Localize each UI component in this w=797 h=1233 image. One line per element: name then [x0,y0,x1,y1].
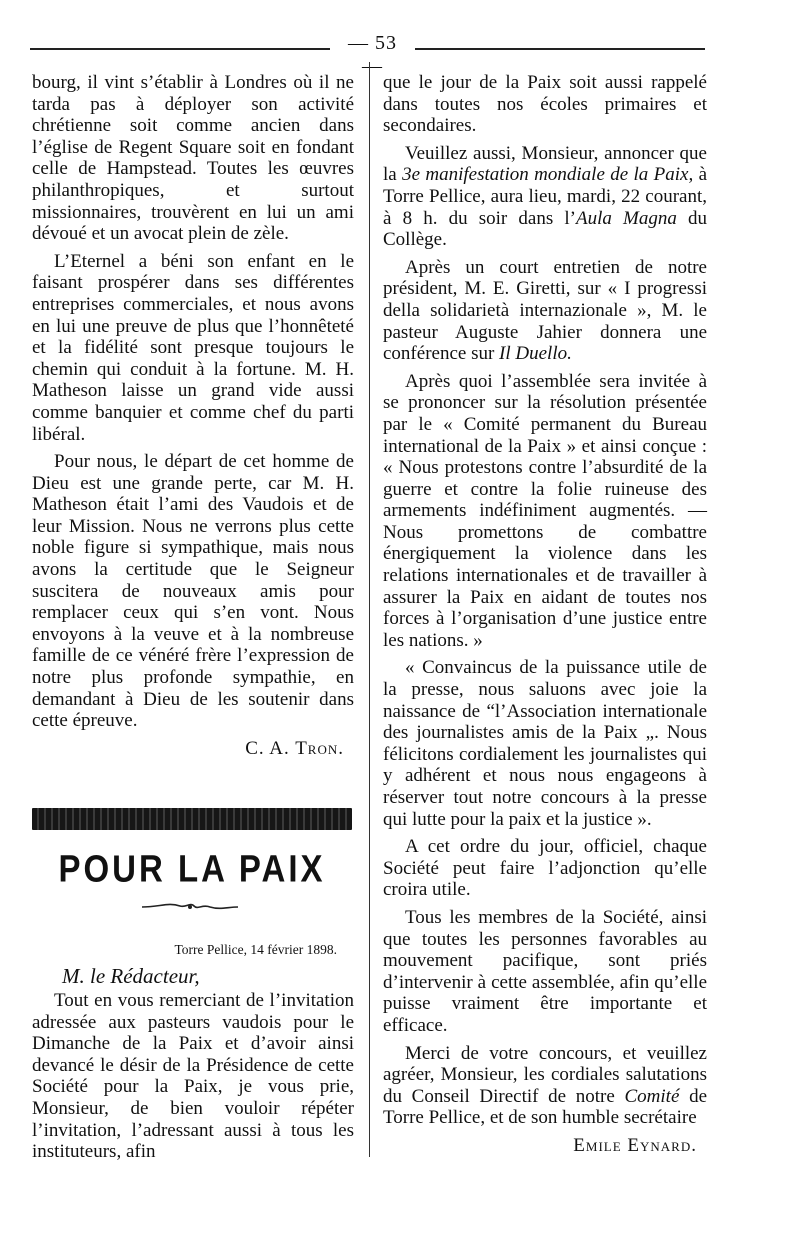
header-rule-right [415,48,705,50]
article-paragraph [383,257,707,365]
article-paragraph: Tous les membres de la Société, ainsi que toutes les personnes favorables au mouvement pacifique, sont priés d’intervenir à cette assemblée, afin qu’elle puisse vraiment être importante et efficace. [383,906,707,1036]
obituary-signature: C. A. Tron. [245,737,344,759]
text-run: du Collège. [383,207,707,251]
article-paragraph: Après quoi l’assemblée sera invitée à se prononcer sur la résolution présentée par le « Comité permanent du Bureau international de la Paix » et ainsi conçue : « Nous protestons contre l’absurdité de la guerre et contre la folie ruineuse des armements indéfiniment augmentés. — Nous promettons de combattre énergiquement la violence dans les relations internationales et de travailler à assurer la Paix en aidant de toutes nos forces à l’organisation d’une justice entre les nations. » [383,370,707,651]
article-paragraph [383,143,707,251]
obituary-paragraph: L’Eternel a béni son enfant en le faisant prospérer dans ses différentes entreprises commerciales, et nous avons en lui une preuve de plus que l’honnêteté et la fidélité sont presque toujours le chemin qui conduit à la fortune. M. H. Matheson laisse un grand vide aussi comme banquier et comme chef du parti libéral. [32,250,354,445]
column-divider [369,62,370,1157]
article-title: POUR LA PAIX [58,847,326,890]
article-signature: Emile Eynard. [573,1134,697,1156]
page-number: — 53 — [348,32,397,77]
article-salutation: M. le Rédacteur, [62,964,200,988]
article-paragraph: A cet ordre du jour, officiel, chaque Société peut faire l’adjonction qu’elle croira utile. [383,836,707,901]
italic-text: Il Duello. [499,343,572,365]
section-separator-banner [32,808,352,830]
italic-text: Comité [624,1085,680,1107]
text-run: à Torre Pellice, aura lieu, mardi, 22 courant, à 8 h. du soir dans l’ [383,164,708,229]
text-run: Après un court entretien de notre président, M. E. Giretti, sur « I progressi della solidarietà internazionale », M. le pasteur Auguste Jahier donnera une conférence sur [383,256,707,365]
article-paragraph: Tout en vous remerciant de l’invitation adressée aux pasteurs vaudois pour le Dimanche de la Paix et d’avoir ainsi devancé le désir de la Présidence de cette Société pour la Paix, je vous prie, Monsieur, de bien vouloir répéter l’invitation, l’adressant aussi à tous les instituteurs, afin [32,990,354,1163]
ornament-flourish-icon [140,898,240,916]
article-dateline: Torre Pellice, 14 février 1898. [174,942,337,957]
italic-text: Aula Magna [575,207,677,229]
obituary-paragraph: bourg, il vint s’établir à Londres où il ne tarda pas à déployer son activité chrétienne soit comme ancien dans l’église de Regent Square soit en fondant celle de Hampstead. Toutes les œuvres philanthropiques, et surtout missionnaires, trouvèrent en lui un ami dévoué et un avocat plein de zèle. [32,72,354,245]
article-left-column [32,990,354,1169]
header-rule-left [30,48,330,50]
article-paragraph: « Convaincus de la puissance utile de la presse, nous saluons avec joie la naissance de “l’Association internationale des journalistes amis de la Paix „. Nous félicitons cordialement les journalistes qui y adhérent et nous nous engageons à réserver tout notre concours à la presse qui lutte pour la paix et la justice ». [383,657,707,830]
article-paragraph [383,1043,707,1129]
italic-text: 3e manifestation mondiale de la Paix, [402,164,694,186]
article-right-column [383,72,707,1157]
left-column-obituary [32,72,354,759]
text-run: de Torre Pellice, et de son humble secrétaire [383,1085,708,1129]
text-run: Merci de votre concours, et veuillez agréer, Monsieur, les cordiales salutations du Conseil Directif de notre [383,1042,707,1107]
article-paragraph: que le jour de la Paix soit aussi rappelé dans toutes nos écoles primaires et secondaires. [383,72,707,137]
obituary-paragraph: Pour nous, le départ de cet homme de Dieu est une grande perte, car M. H. Matheson était l’ami des Vaudois et de leur Mission. Nous ne verrons plus cette noble figure si sympathique, mais nous avons la certitude que le Seigneur suscitera de nouveaux amis pour remplacer ceux qui s’en vont. Nous envoyons à la veuve et à la nombreuse famille de ce vénéré frère l’expression de notre plus profonde sympathie, en demandant à Dieu de les soutenir dans cette épreuve. [32,451,354,732]
text-run: Veuillez aussi, Monsieur, annoncer que la [383,142,707,186]
